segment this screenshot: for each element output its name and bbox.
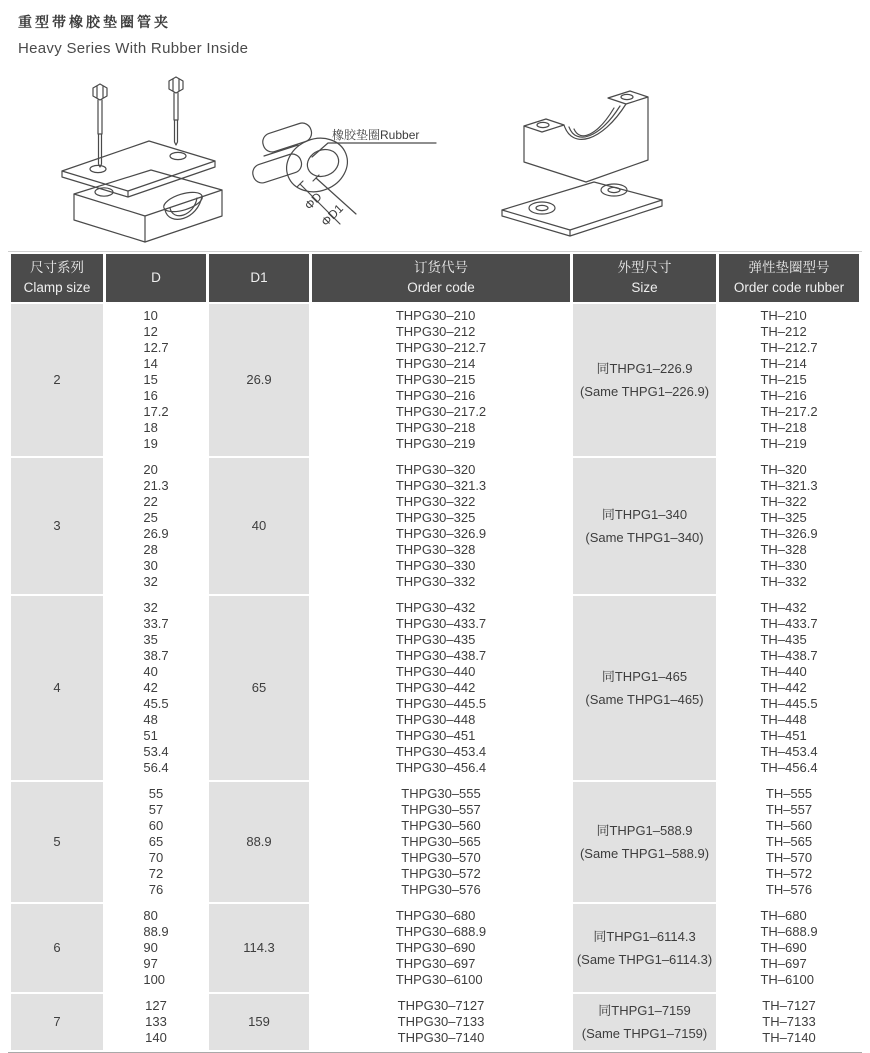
- size-same-cn: 同THPG1–340: [601, 506, 688, 522]
- rubber-code: TH–557: [765, 802, 813, 817]
- d-value: 20: [143, 462, 158, 477]
- order-code: THPG30–214: [395, 356, 476, 371]
- drawings-strip: [0, 74, 870, 250]
- dim-d-label: ΦD: [301, 189, 325, 213]
- rubber-code: TH–325: [760, 510, 807, 525]
- size-same-cn: 同THPG1–465: [601, 668, 688, 684]
- order-code: THPG30–572: [401, 866, 481, 881]
- page-title-block: [18, 12, 248, 57]
- size-same-cn: 同THPG1–6114.3: [593, 928, 696, 944]
- order-code: THPG30–442: [395, 680, 476, 695]
- clamp-size-cell: 6: [11, 904, 103, 992]
- order-codes-cell: [312, 994, 570, 1050]
- d-value: 100: [143, 972, 166, 987]
- spec-table-container: [8, 251, 862, 1053]
- order-code: THPG30–328: [395, 542, 476, 557]
- size-same-en: (Same THPG1–588.9): [579, 845, 710, 861]
- d-value: 12.7: [143, 340, 169, 355]
- order-code: THPG30–555: [401, 786, 481, 801]
- rubber-code: TH–438.7: [760, 648, 818, 663]
- size-same-cn: 同THPG1–226.9: [596, 360, 693, 376]
- table-row: [11, 596, 859, 780]
- rubber-codes: [766, 786, 812, 898]
- order-codes-cell: [312, 596, 570, 780]
- order-codes: [401, 786, 481, 898]
- d-value: 48: [143, 712, 158, 727]
- rubber-code: TH–214: [760, 356, 807, 371]
- order-code: THPG30–7127: [397, 998, 485, 1013]
- rubber-codes: [760, 600, 817, 776]
- size-same-en: (Same THPG1–7159): [581, 1025, 708, 1041]
- d1-cell: 40: [209, 458, 309, 594]
- spec-table-body: [11, 304, 859, 1050]
- d-values-cell: [106, 596, 206, 780]
- size-same-en: (Same THPG1–6114.3): [576, 951, 713, 967]
- order-code: THPG30–217.2: [395, 404, 487, 419]
- order-code: THPG30–680: [395, 908, 476, 923]
- order-code: THPG30–212: [395, 324, 476, 339]
- d1-cell: 65: [209, 596, 309, 780]
- d-values-cell: [106, 782, 206, 902]
- order-code: THPG30–565: [401, 834, 481, 849]
- table-row: [11, 304, 859, 456]
- d-value: 133: [145, 1014, 167, 1029]
- d-value: 12: [143, 324, 158, 339]
- col-header-d1: D1: [209, 254, 309, 302]
- size-cell: [573, 458, 716, 594]
- table-row: [11, 782, 859, 902]
- rubber-code: TH–565: [765, 834, 813, 849]
- d-value: 56.4: [143, 760, 169, 775]
- order-codes-cell: [312, 904, 570, 992]
- d-value: 33.7: [143, 616, 169, 631]
- rubber-codes-cell: [719, 994, 859, 1050]
- col-header-rubber-en: Order code rubber: [733, 280, 845, 295]
- order-code: THPG30–210: [395, 308, 476, 323]
- d-value: 18: [143, 420, 158, 435]
- order-code: THPG30–216: [395, 388, 476, 403]
- col-header-d: D: [106, 254, 206, 302]
- order-code: THPG30–219: [395, 436, 476, 451]
- size-same-cn: 同THPG1–7159: [598, 1002, 691, 1018]
- rubber-code: TH–210: [760, 308, 807, 323]
- d-values-cell: [106, 994, 206, 1050]
- d-value: 45.5: [143, 696, 169, 711]
- d-value: 60: [148, 818, 164, 833]
- d1-cell: 26.9: [209, 304, 309, 456]
- order-code: THPG30–438.7: [395, 648, 487, 663]
- d-value: 51: [143, 728, 158, 743]
- order-code: THPG30–448: [395, 712, 476, 727]
- rubber-code: TH–212.7: [760, 340, 818, 355]
- rubber-code: TH–432: [760, 600, 807, 615]
- order-codes-cell: [312, 304, 570, 456]
- rubber-code: TH–212: [760, 324, 807, 339]
- rubber-code: TH–572: [765, 866, 813, 881]
- size-same-en: (Same THPG1–340): [585, 529, 704, 545]
- order-code: THPG30–326.9: [395, 526, 487, 541]
- d-value: 14: [143, 356, 158, 371]
- rubber-code: TH–326.9: [760, 526, 818, 541]
- rubber-code: TH–555: [765, 786, 813, 801]
- rubber-codes: [762, 998, 815, 1046]
- d-value: 53.4: [143, 744, 169, 759]
- rubber-ring-drawing: [240, 112, 440, 244]
- rubber-code: TH–217.2: [760, 404, 818, 419]
- d-values-cell: [106, 904, 206, 992]
- rubber-code: TH–332: [760, 574, 807, 589]
- d-values: [143, 308, 168, 452]
- d-value: 21.3: [143, 478, 169, 493]
- d-value: 90: [143, 940, 158, 955]
- rubber-code: TH–442: [760, 680, 807, 695]
- rubber-codes-cell: [719, 304, 859, 456]
- order-codes: [398, 998, 485, 1046]
- rubber-code: TH–451: [760, 728, 807, 743]
- d-value: 26.9: [143, 526, 169, 541]
- rubber-codes: [760, 462, 817, 590]
- order-code: THPG30–7140: [397, 1030, 485, 1045]
- size-same-cn: 同THPG1–588.9: [596, 822, 693, 838]
- col-header-order-code: [312, 254, 570, 302]
- size-cell: [573, 782, 716, 902]
- col-header-size: [573, 254, 716, 302]
- order-code: THPG30–688.9: [395, 924, 487, 939]
- rubber-code: TH–6100: [760, 972, 814, 987]
- size-cell: [573, 304, 716, 456]
- d-value: 30: [143, 558, 158, 573]
- d-value: 42: [143, 680, 158, 695]
- d-value: 38.7: [143, 648, 169, 663]
- order-code: THPG30–570: [401, 850, 481, 865]
- order-code: THPG30–690: [395, 940, 476, 955]
- rubber-code: TH–322: [760, 494, 807, 509]
- d1-cell: 159: [209, 994, 309, 1050]
- order-code: THPG30–325: [395, 510, 476, 525]
- order-code: THPG30–433.7: [395, 616, 487, 631]
- order-code: THPG30–6100: [395, 972, 483, 987]
- order-code: THPG30–560: [401, 818, 481, 833]
- rubber-label: 橡胶垫圈Rubber: [332, 128, 420, 142]
- col-header-clamp-size-cn: 尺寸系列: [30, 260, 84, 275]
- exploded-clamp-drawing: [52, 76, 242, 246]
- order-codes: [396, 462, 486, 590]
- d-value: 16: [143, 388, 158, 403]
- order-codes: [396, 908, 486, 988]
- d-value: 35: [143, 632, 158, 647]
- order-code: THPG30–697: [395, 956, 476, 971]
- rubber-codes-cell: [719, 458, 859, 594]
- order-code: THPG30–320: [395, 462, 476, 477]
- d-value: 65: [148, 834, 164, 849]
- order-code: THPG30–7133: [397, 1014, 485, 1029]
- table-header-row: [11, 254, 859, 302]
- d-values-cell: [106, 304, 206, 456]
- order-code: THPG30–332: [395, 574, 476, 589]
- rubber-code: TH–576: [765, 882, 813, 897]
- col-header-rubber-cn: 弹性垫圈型号: [748, 260, 830, 275]
- rubber-codes-cell: [719, 596, 859, 780]
- d-value: 40: [143, 664, 158, 679]
- d-value: 140: [145, 1030, 167, 1045]
- d-value: 19: [143, 436, 158, 451]
- clamp-size-cell: 5: [11, 782, 103, 902]
- clamp-size-cell: 3: [11, 458, 103, 594]
- rubber-code: TH–680: [760, 908, 807, 923]
- rubber-code: TH–328: [760, 542, 807, 557]
- rubber-code: TH–218: [760, 420, 807, 435]
- col-header-clamp-size-en: Clamp size: [23, 280, 91, 295]
- rubber-code: TH–448: [760, 712, 807, 727]
- d-values-cell: [106, 458, 206, 594]
- table-row: [11, 994, 859, 1050]
- order-code: THPG30–453.4: [395, 744, 487, 759]
- col-header-size-cn: 外型尺寸: [617, 260, 672, 275]
- d-values: [143, 908, 168, 988]
- rubber-codes: [760, 908, 817, 988]
- order-code: THPG30–218: [395, 420, 476, 435]
- order-code: THPG30–440: [395, 664, 476, 679]
- rubber-codes-cell: [719, 782, 859, 902]
- clamp-size-cell: 4: [11, 596, 103, 780]
- order-code: THPG30–212.7: [395, 340, 487, 355]
- clamp-half-drawing: [490, 82, 680, 242]
- rubber-code: TH–456.4: [760, 760, 818, 775]
- col-header-clamp-size: [11, 254, 103, 302]
- rubber-code: TH–320: [760, 462, 807, 477]
- rubber-code: TH–697: [760, 956, 807, 971]
- spec-table: [8, 252, 862, 1052]
- d-value: 15: [143, 372, 158, 387]
- order-code: THPG30–322: [395, 494, 476, 509]
- rubber-code: TH–688.9: [760, 924, 818, 939]
- d-value: 17.2: [143, 404, 169, 419]
- rubber-code: TH–445.5: [760, 696, 818, 711]
- d-values: [143, 600, 168, 776]
- d-value: 28: [143, 542, 158, 557]
- rubber-code: TH–219: [760, 436, 807, 451]
- order-code: THPG30–215: [395, 372, 476, 387]
- rubber-codes: [760, 308, 817, 452]
- d1-cell: 114.3: [209, 904, 309, 992]
- rubber-code: TH–216: [760, 388, 807, 403]
- table-row: [11, 458, 859, 594]
- d-values: [149, 786, 163, 898]
- order-codes-cell: [312, 458, 570, 594]
- rubber-code: TH–7140: [762, 1030, 816, 1045]
- rubber-codes-cell: [719, 904, 859, 992]
- page-title-english: Heavy Series With Rubber Inside: [18, 40, 249, 57]
- d-values: [143, 462, 168, 590]
- rubber-code: TH–321.3: [760, 478, 818, 493]
- rubber-code: TH–453.4: [760, 744, 818, 759]
- size-cell: [573, 904, 716, 992]
- order-code: THPG30–432: [395, 600, 476, 615]
- d-value: 80: [143, 908, 158, 923]
- d-value: 55: [148, 786, 164, 801]
- rubber-code: TH–433.7: [760, 616, 818, 631]
- d-value: 72: [148, 866, 164, 881]
- d-value: 25: [143, 510, 158, 525]
- clamp-size-cell: 7: [11, 994, 103, 1050]
- page-title-chinese: 重型带橡胶垫圈管夹: [18, 14, 171, 30]
- d-value: 10: [143, 308, 158, 323]
- rubber-code: TH–440: [760, 664, 807, 679]
- order-code: THPG30–445.5: [395, 696, 487, 711]
- order-code: THPG30–456.4: [395, 760, 487, 775]
- col-header-rubber: [719, 254, 859, 302]
- size-cell: [573, 994, 716, 1050]
- col-header-order-code-en: Order code: [407, 280, 475, 295]
- d-value: 88.9: [143, 924, 169, 939]
- col-header-size-en: Size: [631, 280, 658, 295]
- rubber-code: TH–7127: [762, 998, 816, 1013]
- size-same-en: (Same THPG1–226.9): [579, 383, 710, 399]
- d1-cell: 88.9: [209, 782, 309, 902]
- d-value: 127: [145, 998, 167, 1013]
- d-values: [145, 998, 167, 1046]
- d-value: 57: [148, 802, 164, 817]
- rubber-code: TH–215: [760, 372, 807, 387]
- order-codes-cell: [312, 782, 570, 902]
- order-codes: [396, 308, 486, 452]
- order-code: THPG30–330: [395, 558, 476, 573]
- rubber-code: TH–435: [760, 632, 807, 647]
- order-code: THPG30–557: [401, 802, 481, 817]
- order-codes: [396, 600, 486, 776]
- dim-d1-label: ΦD1: [318, 201, 346, 229]
- rubber-code: TH–560: [765, 818, 813, 833]
- rubber-code: TH–690: [760, 940, 807, 955]
- d-value: 32: [143, 600, 158, 615]
- order-code: THPG30–435: [395, 632, 476, 647]
- clamp-size-cell: 2: [11, 304, 103, 456]
- d-value: 76: [148, 882, 164, 897]
- col-header-order-code-cn: 订货代号: [414, 260, 468, 275]
- order-code: THPG30–451: [395, 728, 476, 743]
- rubber-code: TH–570: [765, 850, 813, 865]
- table-row: [11, 904, 859, 992]
- order-code: THPG30–576: [401, 882, 481, 897]
- d-value: 97: [143, 956, 158, 971]
- d-value: 70: [148, 850, 164, 865]
- rubber-code: TH–7133: [762, 1014, 816, 1029]
- size-cell: [573, 596, 716, 780]
- size-same-en: (Same THPG1–465): [585, 691, 704, 707]
- order-code: THPG30–321.3: [395, 478, 487, 493]
- d-value: 32: [143, 574, 158, 589]
- d-value: 22: [143, 494, 158, 509]
- rubber-code: TH–330: [760, 558, 807, 573]
